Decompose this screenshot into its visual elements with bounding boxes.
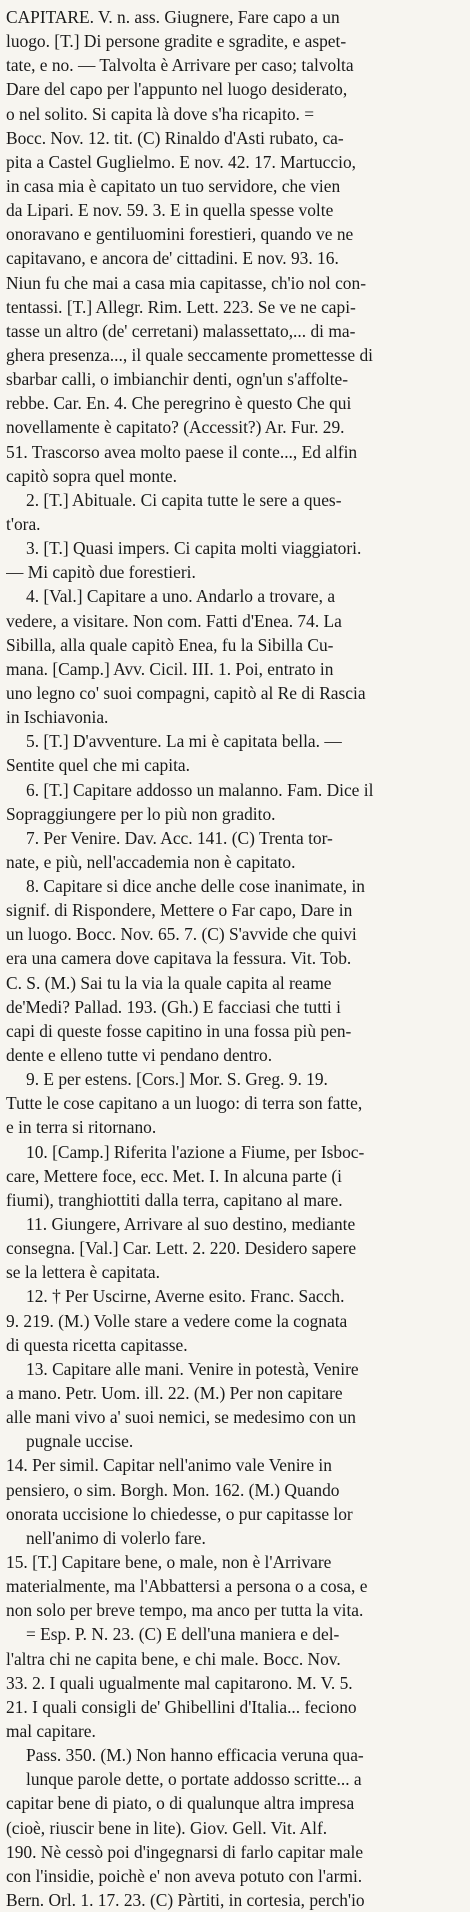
entry-line: in casa mia è capitato un tuo servidore, che vien xyxy=(6,175,341,196)
entry-line: (cioè, riuscir bene in lite). Giov. Gell. Vit. Alf. xyxy=(6,1817,328,1838)
entry-line: 12. † Per Uscirne, Averne esito. Franc. Sacch. xyxy=(26,1286,345,1307)
entry-line: Bocc. Nov. 12. tit. (C) Rinaldo d'Asti rubato, ca- xyxy=(6,127,344,148)
entry-line: care, Mettere foce, ecc. Met. I. In alcuna parte (i xyxy=(6,1165,343,1186)
entry-line: dente e elleno tutte vi pendano dentro. xyxy=(6,1045,273,1066)
entry-line: 9. E per estens. [Cors.] Mor. S. Greg. 9. 19. xyxy=(26,1069,328,1090)
entry-line: signif. di Rispondere, Mettere o Far capo, Dare in xyxy=(6,900,353,921)
entry-line: a mano. Petr. Uom. ill. 22. (M.) Per non capitare xyxy=(6,1383,343,1404)
entry-line: rebbe. Car. En. 4. Che peregrino è questo Che qui xyxy=(6,393,352,414)
entry-line: non solo per breve tempo, ma anco per tutta la vita. xyxy=(6,1600,364,1621)
entry-line: 6. [T.] Capitare addosso un malanno. Fam. Dice il xyxy=(26,779,374,800)
entry-line: 190. Nè cessò poi d'ingegnarsi di farlo capitar male xyxy=(6,1841,364,1862)
entry-line: ghera presenza..., il quale seccamente promettesse di xyxy=(6,344,373,365)
entry-line: tate, e no. — Talvolta è Arrivare per caso; talvolta xyxy=(6,55,354,76)
entry-line: pita a Castel Guglielmo. E nov. 42. 17. Martuccio, xyxy=(6,151,356,172)
entry-line: lunque parole dette, o portate addosso scritte... a xyxy=(26,1769,362,1790)
entry-line: 21. I quali consigli de' Ghibellini d'Italia... feciono xyxy=(6,1696,357,1717)
entry-line: = Esp. P. N. 23. (C) E dell'una maniera e del- xyxy=(26,1624,340,1645)
entry-line: in Ischiavonia. xyxy=(6,707,109,728)
entry-line: capi di queste fosse capitino in una fossa più pen- xyxy=(6,1020,352,1041)
entry-line: 7. Per Venire. Dav. Acc. 141. (C) Trenta tor- xyxy=(26,827,333,848)
entry-line: 5. [T.] D'avventure. La mi è capitata bella. — xyxy=(26,731,342,752)
entry-line: capitò sopra quel monte. xyxy=(6,465,177,486)
entry-line: tentassi. [T.] Allegr. Rim. Lett. 223. Se ve ne capi- xyxy=(6,296,356,317)
entry-line: di questa ricetta capitasse. xyxy=(6,1334,188,1355)
entry-line: consegna. [Val.] Car. Lett. 2. 220. Desidero sapere xyxy=(6,1238,357,1259)
entry-line: tasse un altro (de' cerretani) malassettato,... di ma- xyxy=(6,320,356,341)
entry-line: Pass. 350. (M.) Non hanno efficacia veruna qua- xyxy=(26,1745,364,1766)
entry-line: l'altra chi ne capita bene, e chi male. Bocc. Nov. xyxy=(6,1648,341,1669)
entry-line: pugnale uccise. xyxy=(26,1431,134,1452)
entry-line: da Lipari. E nov. 59. 3. E in quella spesse volte xyxy=(6,200,334,221)
entry-line: nell'animo di volerlo fare. xyxy=(26,1527,206,1548)
entry-line: se la lettera è capitata. xyxy=(6,1262,161,1283)
entry-line: 15. [T.] Capitare bene, o male, non è l'Arrivare xyxy=(6,1552,332,1572)
entry-line: 51. Trascorso avea molto paese il conte..., Ed alfin xyxy=(6,441,358,462)
entry-line: nate, e più, nell'accademia non è capitato. xyxy=(6,851,296,872)
entry-line: capitar bene di piato, o di qualunque altra impresa xyxy=(6,1793,355,1814)
entry-line: Dare del capo per l'appunto nel luogo desiderato, xyxy=(6,79,348,100)
entry-line: Sopraggiungere per lo più non gradito. xyxy=(6,803,276,824)
entry-line: Sibilla, alla quale capitò Enea, fu la Sibilla Cu- xyxy=(6,634,334,655)
entry-line: t'ora. xyxy=(6,513,41,534)
entry-line: 3. [T.] Quasi impers. Ci capita molti viaggiatori. xyxy=(26,538,362,559)
entry-line: 13. Capitare alle mani. Venire in potestà, Venire xyxy=(26,1358,359,1379)
entry-line: 4. [Val.] Capitare a uno. Andarlo a trovare, a xyxy=(26,586,336,607)
entry-line: luogo. [T.] Di persone gradite e sgradite, e aspet- xyxy=(6,31,347,52)
entry-line: con l'insidie, poichè e' non aveva potuto con l'armi. xyxy=(6,1865,363,1886)
entry-line: 11. Giungere, Arrivare al suo destino, mediante xyxy=(26,1214,356,1235)
entry-line: 2. [T.] Abituale. Ci capita tutte le sere a ques- xyxy=(26,489,342,510)
entry-line: uno legno co' suoi compagni, capitò al Re di Rascia xyxy=(6,682,366,703)
entry-line: era una camera dove capitava la fessura. Vit. Tob. xyxy=(6,948,352,969)
entry-line: de'Medi? Pallad. 193. (Gh.) E facciasi che tutti i xyxy=(6,996,341,1017)
entry-line: 9. 219. (M.) Volle stare a vedere come la cognata xyxy=(6,1310,348,1331)
entry-line: capitavano, e ancora de' cittadini. E nov. 93. 16. xyxy=(6,248,339,269)
entry-line: CAPITARE. V. n. ass. Giugnere, Fare capo a un xyxy=(6,7,340,27)
entry-line: 10. [Camp.] Riferita l'azione a Fiume, per Isboc- xyxy=(26,1141,365,1162)
entry-line: Sentite quel che mi capita. xyxy=(6,755,190,776)
entry-line: — Mi capitò due forestieri. xyxy=(6,562,196,583)
entry-line: 14. Per simil. Capitar nell'animo vale Venire in xyxy=(6,1455,332,1476)
entry-line: mana. [Camp.] Avv. Cicil. III. 1. Poi, entrato in xyxy=(6,658,334,679)
entry-line: 33. 2. I quali ugualmente mal capitarono. M. V. 5. xyxy=(6,1672,353,1693)
entry-line: alle mani vivo a' suoi nemici, se medesimo con un xyxy=(6,1407,356,1428)
entry-line: novellamente è capitato? (Accessit?) Ar. Fur. 29. xyxy=(6,417,345,438)
entry-line: pensiero, o sim. Borgh. Mon. 162. (M.) Quando xyxy=(6,1479,340,1500)
entry-line: Tutte le cose capitano a un luogo: di terra son fatte, xyxy=(6,1093,363,1114)
entry-line: mal capitare. xyxy=(6,1720,96,1741)
entry-line: onoravano e gentiluomini forestieri, quando ve ne xyxy=(6,224,354,245)
entry-line: e in terra si ritornano. xyxy=(6,1117,157,1138)
entry-line: fiumi), tranghiottiti dalla terra, capitano al mare. xyxy=(6,1189,343,1210)
entry-line: C. S. (M.) Sai tu la via la quale capita al reame xyxy=(6,972,332,993)
entry-line: vedere, a visitare. Non com. Fatti d'Enea. 74. La xyxy=(6,610,342,631)
dictionary-entry xyxy=(6,5,465,1912)
entry-line: Bern. Orl. 1. 17. 23. (C) Pàrtiti, in cortesia, perch'io xyxy=(6,1889,365,1910)
entry-line: un luogo. Bocc. Nov. 65. 7. (C) S'avvide che quivi xyxy=(6,924,357,945)
entry-line: onorata uccisione lo chiedesse, o pur capitasse lor xyxy=(6,1503,353,1524)
entry-line: sbarbar calli, o imbianchir denti, ogn'un s'affolte- xyxy=(6,369,349,390)
entry-line: 8. Capitare si dice anche delle cose inanimate, in xyxy=(26,876,365,897)
entry-line: o nel solito. Si capita là dove s'ha ricapito. = xyxy=(6,103,315,124)
entry-line: materialmente, ma l'Abbattersi a persona o a cosa, e xyxy=(6,1576,368,1597)
entry-line: Niun fu che mai a casa mia capitasse, ch'io nol con- xyxy=(6,272,366,293)
